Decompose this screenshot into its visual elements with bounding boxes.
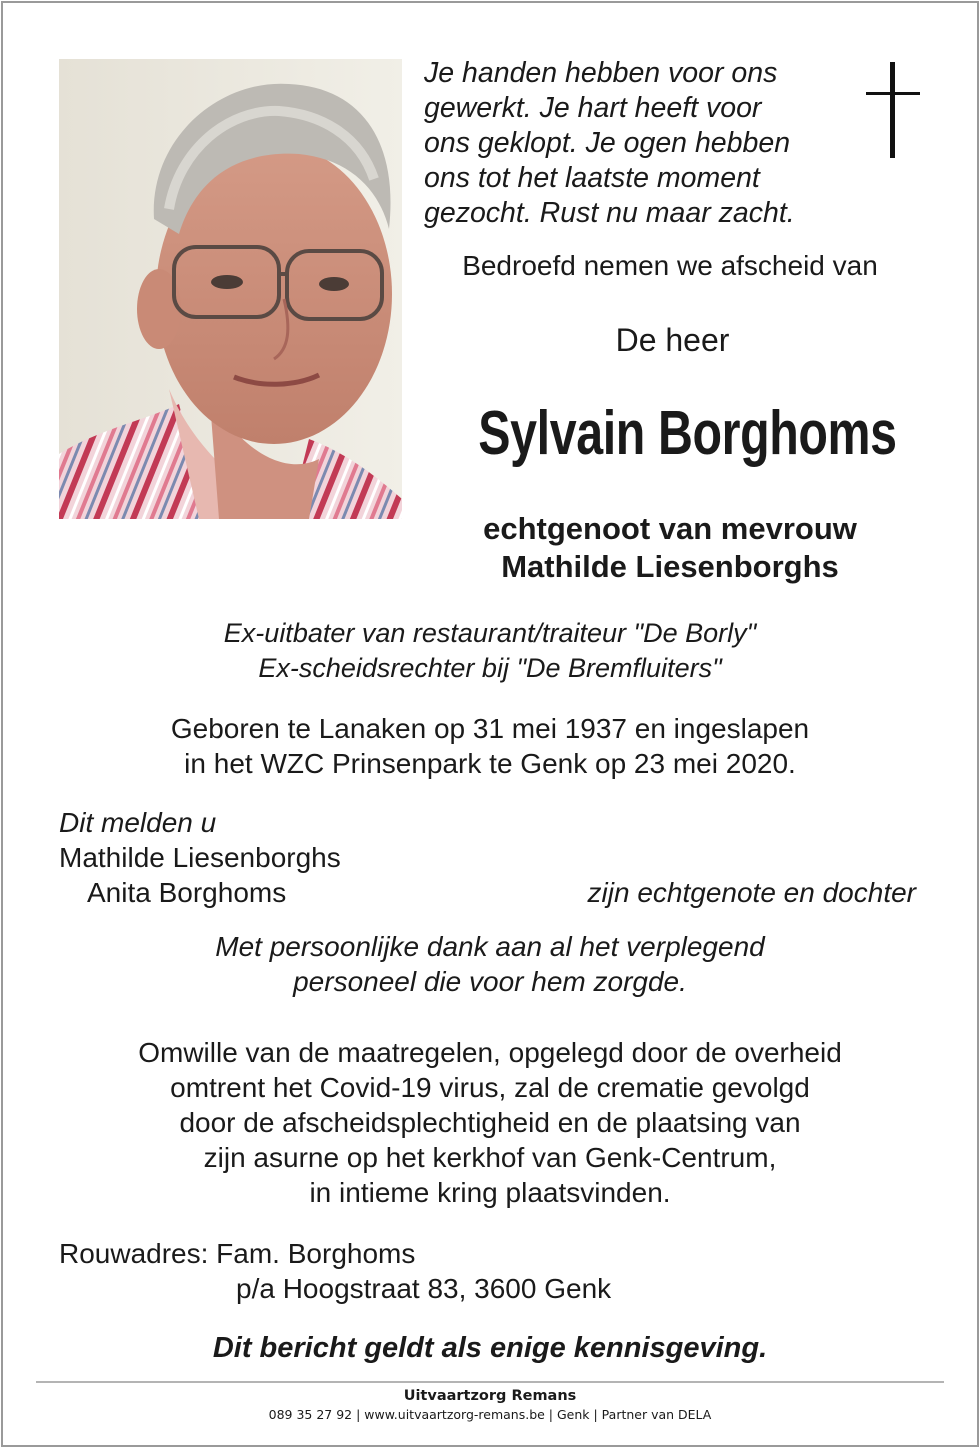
portrait-photo [59, 59, 402, 519]
thanks-block [40, 929, 940, 999]
covid-line: zijn asurne op het kerkhof van Genk-Centrum, [203, 1142, 777, 1173]
address-line: p/a Hoogstraat 83, 3600 Genk [236, 1273, 612, 1304]
covid-line: door de afscheidsplechtigheid en de plaatsing van [179, 1107, 801, 1138]
birth-death-block [40, 711, 940, 781]
birth-line: Geboren te Lanaken op 31 mei 1937 en ingeslapen [170, 713, 810, 744]
spouse-name: Mathilde Liesenborghs [501, 549, 839, 584]
salutation: De heer [615, 322, 730, 358]
roles-block [40, 616, 940, 686]
covid-line: omtrent het Covid-19 virus, zal de crematie gevolgd [170, 1072, 810, 1103]
poem-line: ons tot het laatste moment [424, 162, 760, 194]
footer-divider [36, 1381, 944, 1383]
covid-line: in intieme kring plaatsvinden. [309, 1177, 671, 1208]
poem-line: gewerkt. Je hart heeft voor [424, 92, 762, 124]
spouse-line: echtgenoot van mevrouw [483, 511, 857, 546]
footer-company: Uitvaartzorg Remans [403, 1388, 577, 1404]
announcers-label: Dit melden u [59, 807, 217, 838]
announcer-name: Anita Borghoms [87, 877, 287, 908]
thanks-line: personeel die voor hem zorgde. [293, 966, 687, 997]
intro-text: Bedroefd nemen we afscheid van [462, 250, 878, 281]
footer-contact: 089 35 27 92 | www.uitvaartzorg-remans.be | Genk | Partner van DELA [268, 1407, 712, 1422]
address-label: Rouwadres: Fam. Borghoms [59, 1238, 416, 1269]
poem-line: gezocht. Rust nu maar zacht. [424, 197, 795, 229]
death-line: in het WZC Prinsenpark te Genk op 23 mei 2020. [184, 748, 796, 779]
final-notice: Dit bericht geldt als enige kennisgeving. [212, 1332, 768, 1364]
memorial-poem [424, 56, 854, 231]
spouse-block [420, 510, 920, 586]
cross-icon [864, 62, 922, 158]
role-line: Ex-uitbater van restaurant/traiteur "De Borly" [223, 618, 757, 648]
covid-line: Omwille van de maatregelen, opgelegd door de overheid [138, 1037, 842, 1068]
covid-notice [40, 1035, 940, 1210]
role-line: Ex-scheidsrechter bij "De Bremfluiters" [258, 653, 722, 683]
announcers-relation: zijn echtgenote en dochter [587, 877, 916, 908]
announcer-name: Mathilde Liesenborghs [59, 842, 341, 873]
thanks-line: Met persoonlijke dank aan al het verplegend [215, 931, 765, 962]
poem-line: ons geklopt. Je ogen hebben [424, 127, 791, 159]
deceased-name: Sylvain Borghoms [478, 399, 897, 468]
poem-line: Je handen hebben voor ons [424, 57, 778, 89]
